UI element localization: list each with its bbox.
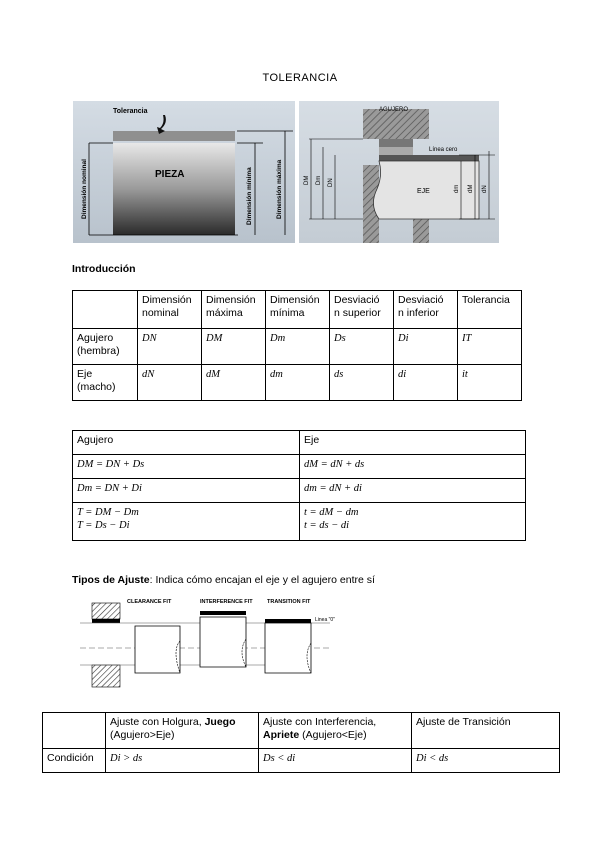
- fit-types-figure: [80, 595, 360, 690]
- pieza-tolerance-figure: [73, 101, 295, 243]
- svg-text:dN: dN: [482, 185, 488, 193]
- svg-text:DM: DM: [304, 175, 310, 185]
- svg-text:DN: DN: [328, 178, 334, 187]
- ajustes-table: [42, 712, 560, 773]
- header-dim-nominal: Dimensión nominal: [138, 291, 202, 329]
- agujero-label: AGUJERO: [379, 107, 409, 113]
- dim-maxima-label: Dimensión máxima: [276, 159, 283, 219]
- dim-minima-label: Dimensión mínima: [246, 167, 253, 225]
- header-desv-superior: Desviació n superior: [330, 291, 394, 329]
- svg-text:dM: dM: [468, 184, 474, 193]
- intro-table: [72, 290, 522, 401]
- svg-text:Dm: Dm: [316, 175, 322, 185]
- table-row: Agujero (hembra) DN DM Dm Ds Di IT: [73, 329, 522, 365]
- header-desv-inferior: Desviació n inferior: [394, 291, 458, 329]
- table-row: Eje (macho) dN dM dm ds di it: [73, 365, 522, 401]
- table-row: T = DM − Dm T = Ds − Di t = dM − dm t = ds − di: [73, 503, 526, 541]
- linea-cero-label: Línea cero: [429, 147, 458, 153]
- svg-text:CLEARANCE FIT: CLEARANCE FIT: [127, 599, 172, 605]
- svg-text:INTERFERENCE FIT: INTERFERENCE FIT: [200, 599, 253, 605]
- pieza-label: PIEZA: [155, 169, 185, 180]
- formulas-table: [72, 430, 526, 541]
- svg-text:TRANSITION FIT: TRANSITION FIT: [267, 599, 311, 605]
- svg-text:dm: dm: [454, 184, 460, 193]
- eje-label: EJE: [417, 188, 430, 195]
- col-eje: Eje: [300, 431, 526, 455]
- tolerancia-label: Tolerancia: [113, 108, 148, 115]
- dim-nominal-label: Dimensión nominal: [81, 159, 88, 219]
- col-agujero: Agujero: [73, 431, 300, 455]
- ajustes-heading: Tipos de Ajuste: Indica cómo encajan el eje y el agujero entre sí: [72, 574, 375, 586]
- table-row: Condición Di > ds Ds < di Di < ds: [43, 749, 560, 773]
- intro-heading: Introducción: [72, 263, 136, 275]
- table-row: Dm = DN + Di dm = dN + di: [73, 479, 526, 503]
- svg-text:Linea "0": Linea "0": [315, 617, 335, 623]
- header-transicion: Ajuste de Transición: [412, 713, 560, 749]
- header-tolerancia: Tolerancia: [458, 291, 522, 329]
- table-row: DM = DN + Ds dM = dN + ds: [73, 455, 526, 479]
- header-dim-maxima: Dimensión máxima: [202, 291, 266, 329]
- header-holgura: Ajuste con Holgura, Juego (Agujero>Eje): [106, 713, 259, 749]
- header-interferencia: Ajuste con Interferencia, Apriete (Agujero<Eje): [259, 713, 412, 749]
- agujero-eje-figure: [299, 101, 499, 243]
- page-title: TOLERANCIA: [262, 72, 338, 84]
- header-dim-minima: Dimensión mínima: [266, 291, 330, 329]
